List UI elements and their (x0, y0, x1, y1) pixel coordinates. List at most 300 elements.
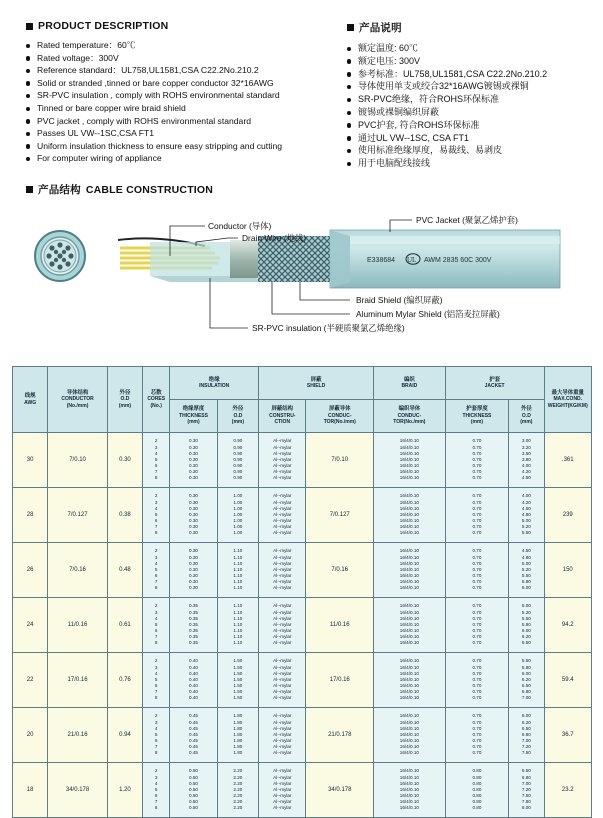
stacked-value: 0.70 (472, 499, 482, 505)
stacked-value: 6.00 (521, 628, 531, 634)
th-jkt-thk-cn: 护套厚度 (466, 406, 488, 413)
stacked-value: 4.80 (521, 511, 531, 517)
cell-braid-conductor (374, 543, 446, 598)
stacked-value: 0.70 (472, 744, 482, 750)
product-description-list (26, 39, 316, 165)
th-weight-en: MAX.COND. (553, 396, 583, 403)
stacked-value: 6.20 (521, 634, 531, 640)
th-ins-thk-en: THICKNESS (179, 412, 208, 419)
th-shield-cons-cn: 屏蔽结构 (271, 406, 294, 413)
stacked-value: Al--mylar (273, 683, 292, 689)
th-od-cn: 外径 (119, 389, 131, 396)
stacked-value: 0.40 (189, 695, 198, 701)
stacked-values (170, 493, 216, 536)
stacked-value: 0.30 (189, 475, 198, 481)
stacked-value: 6.00 (521, 585, 531, 591)
stacked-value: 0.35 (189, 609, 198, 615)
stacked-values (374, 438, 445, 481)
jacket-highlight (350, 236, 560, 244)
th-jkt-od-en: O.D (521, 412, 531, 419)
stacked-values (218, 548, 258, 591)
list-item: 通过UL VW--1SC, CSA FT1 (347, 132, 597, 145)
stacked-values (259, 658, 305, 701)
stacked-value: 0.70 (472, 683, 482, 689)
list-item: 使用标准绝缘厚度，易裁线、易剥皮 (347, 144, 597, 157)
th-ins-od-en: O.D (233, 412, 243, 419)
th-od-en: O.D (120, 396, 130, 403)
stacked-values (509, 493, 543, 536)
stacked-value: 16/4/0.10 (399, 744, 419, 750)
stacked-value: 6.80 (521, 731, 531, 737)
stacked-value: 0.80 (472, 805, 482, 811)
cell-ins-thickness (170, 543, 217, 598)
stacked-value: 16/4/0.10 (399, 621, 419, 627)
stacked-value: 7.50 (521, 750, 531, 756)
stacked-values (509, 548, 543, 591)
stacked-value: 3 (154, 774, 158, 780)
stacked-value: 0.30 (189, 548, 198, 554)
stacked-value: 8.00 (521, 805, 531, 811)
product-description-cn (347, 20, 597, 170)
label-drain-wire: Drain Wire (地线) (242, 233, 307, 243)
cell-shield-conductor: 34/0.178 (306, 763, 374, 818)
th-ins-od-cn: 外径 (232, 406, 244, 413)
stacked-value: 0.30 (189, 579, 198, 585)
table-row (13, 543, 592, 598)
cell-braid-conductor (374, 763, 446, 818)
stacked-values (143, 603, 169, 646)
stacked-value: 0.90 (233, 463, 243, 469)
th-weight-sub: WEIGHT(KG/KM) (547, 402, 588, 409)
stacked-value: 0.50 (189, 799, 198, 805)
stacked-value: 5.50 (521, 615, 531, 621)
stacked-value: 16/4/0.10 (399, 554, 419, 560)
cable-construction-diagram (0, 196, 603, 346)
stacked-value: 1.00 (233, 518, 243, 524)
stacked-value: Al--mylar (273, 463, 292, 469)
stacked-value: Al--mylar (273, 615, 292, 621)
stacked-value: 2 (154, 548, 158, 554)
stacked-value: 6.00 (521, 670, 531, 676)
stacked-value: 0.70 (472, 664, 482, 670)
stacked-values (143, 438, 169, 481)
jacket-cut-bevel (330, 230, 350, 288)
cell-cores (143, 433, 170, 488)
stacked-value: 0.50 (189, 805, 198, 811)
stacked-value: 2.20 (233, 768, 243, 774)
product-description-heading (26, 20, 316, 32)
stacked-value: 2 (154, 713, 158, 719)
stacked-value: 1.50 (233, 676, 243, 682)
stacked-value: 0.70 (472, 676, 482, 682)
cell-shield-construction (259, 433, 306, 488)
stacked-value: 0.30 (189, 585, 198, 591)
table-row (13, 433, 592, 488)
cell-jacket-thickness (445, 543, 509, 598)
stacked-value: 0.30 (189, 469, 198, 475)
stacked-value: 3 (154, 554, 158, 560)
stacked-value: 1.10 (233, 640, 243, 646)
th-weight-cn: 最大导体重量 (551, 389, 584, 396)
stacked-value: 2.20 (233, 805, 243, 811)
list-item: Rated voltage：300V (26, 52, 316, 65)
stacked-value: 6.80 (521, 774, 531, 780)
stacked-value: 16/4/0.10 (399, 768, 419, 774)
stacked-values (374, 493, 445, 536)
list-item: 用于电脑配线接线 (347, 157, 597, 170)
stacked-value: 4 (154, 725, 158, 731)
cell-ins-thickness (170, 708, 217, 763)
stacked-value: 0.80 (472, 768, 482, 774)
stacked-value: 6 (154, 463, 158, 469)
th-shield-cons-sub: CTION (274, 419, 291, 426)
stacked-value: 4 (154, 450, 158, 456)
stacked-value: 0.70 (472, 713, 482, 719)
cell-conductor-od: 1.20 (107, 763, 142, 818)
stacked-value: Al--mylar (273, 579, 292, 585)
stacked-value: 8 (154, 750, 158, 756)
cell-jacket-thickness (445, 708, 509, 763)
stacked-value: Al--mylar (273, 774, 292, 780)
th-jacket-en: JACKET (484, 383, 505, 389)
cell-braid-conductor (374, 488, 446, 543)
stacked-value: 1.50 (233, 683, 243, 689)
stacked-value: 1.10 (233, 615, 243, 621)
stacked-value: 0.70 (472, 719, 482, 725)
stacked-values (509, 658, 543, 701)
cell-conductor: 7/0.16 (48, 543, 108, 598)
stacked-values (259, 768, 305, 811)
stacked-value: 6 (154, 518, 158, 524)
stacked-value: Al--mylar (273, 738, 292, 744)
th-jkt-od-sub: (mm) (520, 419, 533, 426)
stacked-value: 5.00 (521, 560, 531, 566)
stacked-value: 1.50 (233, 658, 243, 664)
stacked-value: 6.00 (521, 713, 531, 719)
stacked-values (374, 768, 445, 811)
stacked-value: 1.10 (233, 554, 243, 560)
list-item: Rated temperature：60℃ (26, 39, 316, 52)
cell-ins-od (217, 708, 258, 763)
stacked-value: 1.10 (233, 628, 243, 634)
table-head (13, 367, 592, 433)
stacked-value: 16/4/0.10 (399, 670, 419, 676)
th-cores-cn: 芯数 (150, 389, 162, 396)
stacked-value: 2.20 (233, 799, 243, 805)
th-weight (544, 367, 591, 433)
stacked-value: 0.70 (472, 731, 482, 737)
stacked-value: 0.40 (189, 683, 198, 689)
th-awg (13, 367, 48, 433)
th-jkt-od-cn: 外径 (520, 406, 532, 413)
cell-jacket-thickness (445, 763, 509, 818)
cell-shield-conductor: 7/0.16 (306, 543, 374, 598)
cell-jacket-od (509, 543, 544, 598)
cell-weight: 239 (544, 488, 591, 543)
stacked-value: 0.30 (189, 530, 198, 536)
th-braid-cond-en: CONDUC- (397, 412, 422, 419)
cell-shield-conductor: 11/0.16 (306, 598, 374, 653)
cell-conductor-od: 0.48 (107, 543, 142, 598)
stacked-value: 7 (154, 579, 158, 585)
cell-awg: 24 (13, 598, 48, 653)
stacked-value: 16/4/0.10 (399, 609, 419, 615)
svg-text:UL: UL (407, 256, 417, 264)
th-insulation-cn: 绝缘 (208, 376, 220, 383)
stacked-value: 4 (154, 670, 158, 676)
stacked-values (446, 548, 509, 591)
stacked-value: 5.20 (521, 524, 531, 530)
stacked-value: Al--mylar (273, 628, 292, 634)
stacked-value: Al--mylar (273, 450, 292, 456)
stacked-value: 0.50 (189, 768, 198, 774)
stacked-value: Al--mylar (273, 475, 292, 481)
th-jacket (445, 367, 544, 400)
stacked-value: 1.10 (233, 585, 243, 591)
cell-shield-conductor: 7/0.10 (306, 433, 374, 488)
stacked-value: 16/4/0.10 (399, 469, 419, 475)
cell-jacket-thickness (445, 653, 509, 708)
stacked-value: 0.70 (472, 579, 482, 585)
stacked-value: 0.70 (472, 566, 482, 572)
stacked-value: 0.70 (472, 518, 482, 524)
stacked-value: 1.10 (233, 603, 243, 609)
stacked-values (170, 658, 216, 701)
cell-jacket-thickness (445, 488, 509, 543)
cell-braid-conductor (374, 433, 446, 488)
stacked-value: 0.45 (189, 725, 198, 731)
stacked-value: 1.00 (233, 530, 243, 536)
stacked-value: 7.00 (521, 738, 531, 744)
list-item: 额定电压: 300V (347, 55, 597, 68)
cell-jacket-od (509, 488, 544, 543)
stacked-value: 0.70 (472, 634, 482, 640)
cell-conductor: 11/0.16 (48, 598, 108, 653)
th-shield-cond-cn: 屏蔽导体 (328, 406, 351, 413)
cell-ins-od (217, 653, 258, 708)
cell-shield-construction (259, 488, 306, 543)
th-awg-en: AWG (24, 399, 37, 406)
stacked-value: 7.80 (521, 799, 531, 805)
label-conductor: Conductor (导体) (208, 221, 272, 231)
stacked-value: 16/4/0.10 (399, 499, 419, 505)
cell-shield-construction (259, 543, 306, 598)
stacked-values (143, 713, 169, 756)
cell-shield-conductor: 17/0.16 (306, 653, 374, 708)
stacked-values (259, 713, 305, 756)
stacked-value: Al--mylar (273, 573, 292, 579)
cell-conductor-od: 0.61 (107, 598, 142, 653)
product-description-cn-list (347, 42, 597, 170)
th-od-sub: (mm) (118, 402, 132, 409)
stacked-value: Al--mylar (273, 621, 292, 627)
stacked-value: 0.40 (189, 689, 198, 695)
stacked-value: 0.70 (472, 438, 482, 444)
stacked-value: 16/4/0.10 (399, 750, 419, 756)
stacked-value: 6 (154, 793, 158, 799)
stacked-value: 2.20 (233, 774, 243, 780)
cell-cores (143, 598, 170, 653)
stacked-values (170, 603, 216, 646)
stacked-value: Al--mylar (273, 456, 292, 462)
cell-jacket-od (509, 433, 544, 488)
stacked-value: 1.10 (233, 621, 243, 627)
list-item: SR-PVC insulation , comply with ROHS environmental standard (26, 89, 316, 102)
stacked-value: 0.90 (233, 450, 243, 456)
stacked-value: 0.70 (472, 505, 482, 511)
product-description-cn-heading (347, 20, 597, 35)
stacked-value: 16/4/0.10 (399, 793, 419, 799)
cell-ins-od (217, 598, 258, 653)
cell-braid-conductor (374, 708, 446, 763)
stacked-value: Al--mylar (273, 780, 292, 786)
stacked-value: 1.50 (233, 664, 243, 670)
stacked-value: 1.00 (233, 499, 243, 505)
stacked-value: 16/4/0.10 (399, 463, 419, 469)
stacked-value: 0.70 (472, 628, 482, 634)
cell-conductor: 7/0.127 (48, 488, 108, 543)
stacked-values (374, 603, 445, 646)
stacked-values (170, 548, 216, 591)
stacked-value: 0.35 (189, 621, 198, 627)
specification-table-wrapper (12, 366, 592, 818)
th-jacket-od (509, 400, 544, 433)
stacked-value: 0.30 (189, 554, 198, 560)
cell-jacket-od (509, 708, 544, 763)
stacked-value: Al--mylar (273, 750, 292, 756)
stacked-value: 16/4/0.10 (399, 505, 419, 511)
stacked-value: 4.20 (521, 499, 531, 505)
stacked-value: 16/4/0.10 (399, 615, 419, 621)
stacked-value: Al--mylar (273, 731, 292, 737)
stacked-value: 7 (154, 689, 158, 695)
th-conductor-od (107, 367, 142, 433)
stacked-value: 0.30 (189, 444, 198, 450)
stacked-value: 0.70 (472, 493, 482, 499)
stacked-value: 7.50 (521, 793, 531, 799)
stacked-value: 6.50 (521, 640, 531, 646)
cable-cutaway (118, 230, 560, 288)
stacked-value: 2.20 (233, 793, 243, 799)
stacked-value: 16/4/0.10 (399, 695, 419, 701)
stacked-value: Al--mylar (273, 493, 292, 499)
stacked-values (446, 493, 509, 536)
stacked-value: 0.50 (189, 793, 198, 799)
stacked-value: 16/4/0.10 (399, 456, 419, 462)
stacked-value: 0.30 (189, 438, 198, 444)
table-row (13, 488, 592, 543)
stacked-value: 6 (154, 683, 158, 689)
stacked-value: 16/4/0.10 (399, 738, 419, 744)
stacked-value: 5 (154, 731, 158, 737)
stacked-value: 0.40 (189, 676, 198, 682)
stacked-value: Al--mylar (273, 799, 292, 805)
stacked-value: 0.30 (189, 524, 198, 530)
stacked-value: 5.20 (521, 566, 531, 572)
stacked-value: 16/4/0.10 (399, 579, 419, 585)
stacked-value: 16/4/0.10 (399, 725, 419, 731)
stacked-value: 1.80 (233, 738, 243, 744)
stacked-value: 3.50 (521, 450, 531, 456)
stacked-value: 8 (154, 695, 158, 701)
stacked-value: 3.00 (521, 438, 531, 444)
stacked-values (170, 438, 216, 481)
stacked-value: Al--mylar (273, 676, 292, 682)
stacked-value: 0.45 (189, 731, 198, 737)
th-shield-cond-en: CONDUC- (327, 412, 352, 419)
bullet-square-icon (26, 186, 33, 193)
stacked-value: 16/4/0.10 (399, 493, 419, 499)
stacked-value: 0.35 (189, 615, 198, 621)
stacked-value: Al--mylar (273, 670, 292, 676)
stacked-value: 1.80 (233, 713, 243, 719)
stacked-value: 16/4/0.10 (399, 585, 419, 591)
list-item: 额定温度: 60℃ (347, 42, 597, 55)
stacked-value: 0.70 (472, 444, 482, 450)
list-item: PVC护套, 符合ROHS环保标准 (347, 119, 597, 132)
stacked-value: 1.10 (233, 609, 243, 615)
cell-braid-conductor (374, 598, 446, 653)
th-shield (259, 367, 374, 400)
stacked-value: 16/4/0.10 (399, 573, 419, 579)
stacked-value: 8 (154, 640, 158, 646)
stacked-value: Al--mylar (273, 634, 292, 640)
stacked-values (374, 713, 445, 756)
table-body (13, 433, 592, 818)
stacked-value: 0.70 (472, 573, 482, 579)
stacked-value: 16/4/0.10 (399, 548, 419, 554)
th-jacket-thickness (445, 400, 509, 433)
stacked-value: 7 (154, 634, 158, 640)
stacked-value: 2 (154, 603, 158, 609)
stacked-value: 16/4/0.10 (399, 524, 419, 530)
stacked-value: 4 (154, 780, 158, 786)
stacked-value: 4 (154, 615, 158, 621)
stacked-value: 1.80 (233, 750, 243, 756)
stacked-value: 6.20 (521, 719, 531, 725)
stacked-values (446, 768, 509, 811)
stacked-values (509, 713, 543, 756)
stacked-value: 3 (154, 719, 158, 725)
stacked-value: 0.70 (472, 463, 482, 469)
stacked-value: 3 (154, 664, 158, 670)
jacket-print-rating: AWM 2835 60C 300V (424, 257, 492, 264)
stacked-value: 16/4/0.10 (399, 731, 419, 737)
cell-ins-thickness (170, 653, 217, 708)
stacked-values (446, 713, 509, 756)
th-jkt-thk-sub: (mm) (470, 419, 484, 426)
cell-conductor: 17/0.16 (48, 653, 108, 708)
cell-braid-conductor (374, 653, 446, 708)
table-row (13, 763, 592, 818)
stacked-values (218, 768, 258, 811)
stacked-value: 16/4/0.10 (399, 658, 419, 664)
stacked-values (218, 713, 258, 756)
stacked-value: Al--mylar (273, 505, 292, 511)
stacked-value: Al--mylar (273, 518, 292, 524)
list-item: 镀锡或裸铜编织屏蔽 (347, 106, 597, 119)
stacked-value: 0.70 (472, 456, 482, 462)
stacked-value: 6.50 (521, 725, 531, 731)
table-header-group-row (13, 367, 592, 400)
stacked-value: 16/4/0.10 (399, 518, 419, 524)
stacked-value: 16/4/0.10 (399, 664, 419, 670)
stacked-value: Al--mylar (273, 805, 292, 811)
stacked-values (509, 603, 543, 646)
stacked-value: 0.40 (189, 658, 198, 664)
stacked-value: Al--mylar (273, 664, 292, 670)
stacked-values (446, 603, 509, 646)
